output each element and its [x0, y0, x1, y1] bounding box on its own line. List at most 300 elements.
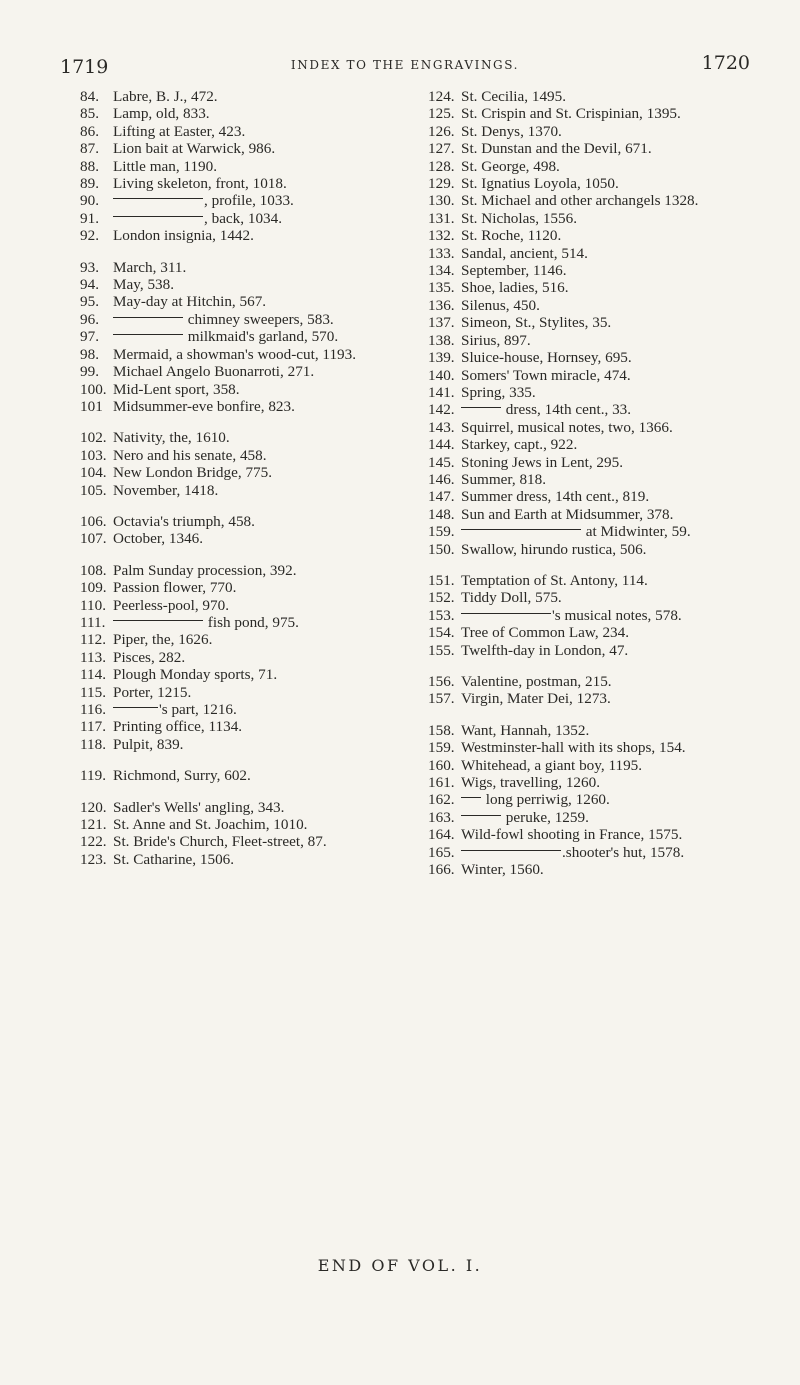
- entry-number: 158.: [428, 721, 455, 739]
- index-entry: [428, 844, 762, 861]
- entry-number: 93.: [80, 258, 99, 276]
- entry-label: Passion flower, 770.: [113, 579, 237, 597]
- entry-text: [113, 105, 420, 122]
- entry-label: Living skeleton, front, 1018.: [113, 175, 287, 193]
- entry-label: Want, Hannah, 1352.: [461, 721, 590, 739]
- entry-text: [461, 175, 762, 192]
- entry-number: 160.: [428, 756, 455, 774]
- entry-label: 's part, 1216.: [159, 701, 237, 718]
- index-entry: [80, 293, 420, 310]
- entry-text: [461, 314, 762, 331]
- entry-label: Sluice-house, Hornsey, 695.: [461, 349, 632, 367]
- entry-label: Octavia's triumph, 458.: [113, 512, 255, 530]
- index-entry: [428, 436, 762, 453]
- entry-text: [461, 757, 762, 774]
- entry-text: [461, 809, 762, 826]
- entry-group-gap: [80, 499, 420, 513]
- entry-label: St. Nicholas, 1556.: [461, 209, 578, 227]
- entry-label: Somers' Town miracle, 474.: [461, 366, 631, 384]
- entry-text: [113, 140, 420, 157]
- index-entry: [428, 506, 762, 523]
- entry-label: Starkey, capt., 922.: [461, 436, 578, 454]
- index-entry: [80, 175, 420, 192]
- entry-text: [113, 328, 420, 345]
- entry-text: [461, 401, 762, 418]
- entry-label: Sirius, 897.: [461, 331, 531, 349]
- entry-number: 155.: [428, 641, 455, 659]
- entry-label: St. Catharine, 1506.: [113, 850, 235, 868]
- entry-label: Shoe, ladies, 516.: [461, 279, 569, 297]
- index-entry: [428, 210, 762, 227]
- index-entry: [80, 259, 420, 276]
- entry-number: 159.: [428, 739, 455, 757]
- entry-number: 163.: [428, 808, 455, 826]
- entry-label: Peerless-pool, 970.: [113, 596, 229, 614]
- entry-label: peruke, 1259.: [502, 808, 589, 826]
- entry-label: Sandal, ancient, 514.: [461, 244, 588, 262]
- index-entry: [80, 88, 420, 105]
- entry-text: [461, 642, 762, 659]
- index-entry: [428, 690, 762, 707]
- entry-label: Pisces, 282.: [113, 648, 186, 666]
- entry-number: 154.: [428, 624, 455, 642]
- entry-number: 100.: [80, 380, 107, 398]
- entry-number: 103.: [80, 446, 107, 464]
- entry-text: [113, 718, 420, 735]
- ditto-rule: [113, 707, 158, 708]
- entry-number: 139.: [428, 349, 455, 367]
- index-entry: [80, 530, 420, 547]
- index-entry: [428, 541, 762, 558]
- index-entry: [80, 429, 420, 446]
- index-entry: [428, 673, 762, 690]
- entry-text: [461, 607, 762, 624]
- entry-number: 118.: [80, 735, 107, 753]
- entry-label: Piper, the, 1626.: [113, 631, 213, 649]
- ditto-rule: [461, 850, 561, 851]
- entry-group-gap: [428, 708, 762, 722]
- page-number-left: 1719: [60, 56, 109, 78]
- entry-label: Virgin, Mater Dei, 1273.: [461, 690, 611, 708]
- entry-number: 156.: [428, 673, 455, 690]
- index-entry: [80, 346, 420, 363]
- entry-text: [113, 614, 420, 631]
- index-entry: [80, 851, 420, 868]
- index-column-left: [80, 88, 420, 868]
- entry-text: [461, 541, 762, 558]
- index-entry: [80, 649, 420, 666]
- entry-number: 112.: [80, 631, 107, 649]
- ditto-rule: [461, 815, 501, 816]
- entry-text: [113, 701, 420, 718]
- index-entry: [428, 488, 762, 505]
- index-entry: [80, 140, 420, 157]
- entry-number: 114.: [80, 666, 107, 684]
- index-entry: [80, 666, 420, 683]
- entry-text: [461, 774, 762, 791]
- entry-label: 's musical notes, 578.: [552, 606, 682, 624]
- entry-number: 150.: [428, 540, 455, 558]
- entry-text: [113, 88, 420, 105]
- entry-number: 133.: [428, 244, 455, 262]
- index-entry: [428, 297, 762, 314]
- index-entry: [80, 767, 420, 784]
- entry-label: Summer, 818.: [461, 470, 547, 488]
- entry-number: 146.: [428, 470, 455, 488]
- entry-number: 102.: [80, 429, 107, 447]
- entry-number: 110.: [80, 596, 107, 614]
- entry-label: Simeon, St., Stylites, 35.: [461, 314, 612, 332]
- index-entry: [428, 158, 762, 175]
- entry-text: [461, 436, 762, 453]
- entry-label: St. Ignatius Loyola, 1050.: [461, 175, 619, 193]
- entry-number: 106.: [80, 512, 107, 530]
- end-of-volume: END OF VOL. I.: [317, 1256, 483, 1275]
- entry-group-gap: [428, 558, 762, 572]
- entry-label: St. George, 498.: [461, 157, 560, 175]
- entry-text: [113, 227, 420, 244]
- entry-text: [113, 736, 420, 753]
- entry-text: [461, 690, 762, 707]
- entry-label: Richmond, Surry, 602.: [113, 767, 251, 785]
- entry-text: [461, 523, 762, 540]
- entry-number: 88.: [80, 157, 99, 175]
- entry-number: 89.: [80, 175, 99, 193]
- ditto-rule: [461, 407, 501, 408]
- entry-text: [113, 666, 420, 683]
- entry-text: [461, 297, 762, 314]
- entry-label: Summer dress, 14th cent., 819.: [461, 488, 650, 506]
- entry-text: [461, 123, 762, 140]
- entry-label: Lion bait at Warwick, 986.: [113, 140, 276, 158]
- index-entry: [428, 105, 762, 122]
- entry-number: 162.: [428, 791, 455, 809]
- entry-number: 97.: [80, 328, 99, 346]
- entry-text: [461, 262, 762, 279]
- index-entry: [428, 123, 762, 140]
- index-entry: [80, 631, 420, 648]
- entry-label: Swallow, hirundo rustica, 506.: [461, 540, 647, 558]
- index-entry: [428, 367, 762, 384]
- entry-label: St. Roche, 1120.: [461, 227, 562, 245]
- entry-label: , profile, 1033.: [204, 192, 294, 210]
- entry-label: Nativity, the, 1610.: [113, 429, 230, 447]
- entry-number: 129.: [428, 175, 455, 193]
- entry-text: [461, 279, 762, 296]
- entry-number: 132.: [428, 227, 455, 245]
- entry-text: [113, 311, 420, 328]
- index-entry: [428, 471, 762, 488]
- index-entry: [80, 482, 420, 499]
- entry-number: 125.: [428, 105, 455, 123]
- entry-text: [113, 447, 420, 464]
- entry-number: 152.: [428, 589, 455, 607]
- entry-text: [113, 175, 420, 192]
- entry-text: [113, 293, 420, 310]
- entry-text: [113, 482, 420, 499]
- entry-group-gap: [80, 245, 420, 259]
- entry-number: 96.: [80, 310, 99, 328]
- ditto-rule: [113, 317, 183, 318]
- entry-group-gap: [80, 548, 420, 562]
- index-entry: [428, 861, 762, 878]
- index-entry: [428, 245, 762, 262]
- entry-label: Westminster-hall with its shops, 154.: [461, 739, 686, 757]
- entry-number: 145.: [428, 453, 455, 471]
- entry-label: Whitehead, a giant boy, 1195.: [461, 756, 643, 774]
- entry-number: 136.: [428, 296, 455, 314]
- entry-text: [461, 506, 762, 523]
- entry-label: Midsummer-eve bonfire, 823.: [113, 397, 295, 415]
- entry-label: Spring, 335.: [461, 383, 536, 401]
- entry-label: Nero and his senate, 458.: [113, 446, 267, 464]
- entry-text: [113, 851, 420, 868]
- index-entry: [428, 140, 762, 157]
- entry-label: long perriwig, 1260.: [482, 791, 610, 809]
- entry-label: Labre, B. J., 472.: [113, 88, 218, 105]
- entry-text: [113, 530, 420, 547]
- entry-number: 147.: [428, 488, 455, 506]
- index-entry: [80, 684, 420, 701]
- index-entry: [428, 227, 762, 244]
- entry-number: 144.: [428, 436, 455, 454]
- entry-number: 134.: [428, 262, 455, 280]
- entry-text: [461, 332, 762, 349]
- index-entry: [428, 88, 762, 105]
- entry-text: [113, 259, 420, 276]
- entry-group-gap: [428, 659, 762, 673]
- running-title: INDEX TO THE ENGRAVINGS.: [290, 58, 520, 72]
- index-entry: [428, 739, 762, 756]
- index-entry: [80, 579, 420, 596]
- entry-text: [113, 123, 420, 140]
- index-entry: [80, 123, 420, 140]
- entry-number: 141.: [428, 383, 455, 401]
- entry-number: 140.: [428, 366, 455, 384]
- index-entry: [428, 401, 762, 418]
- entry-number: 85.: [80, 105, 99, 123]
- index-entry: [80, 328, 420, 345]
- index-entry: [80, 464, 420, 481]
- entry-text: [113, 158, 420, 175]
- entry-label: , back, 1034.: [204, 209, 283, 227]
- entry-label: Temptation of St. Antony, 114.: [461, 571, 648, 589]
- entry-label: Twelfth-day in London, 47.: [461, 641, 629, 659]
- index-entry: [428, 642, 762, 659]
- entry-text: [113, 684, 420, 701]
- entry-text: [113, 579, 420, 596]
- entry-label: St. Michael and other archangels 1328.: [461, 192, 699, 210]
- index-entry: [428, 791, 762, 808]
- entry-text: [461, 88, 762, 105]
- entry-text: [113, 398, 420, 415]
- index-entry: [428, 523, 762, 540]
- entry-label: May-day at Hitchin, 567.: [113, 293, 267, 311]
- index-entry: [428, 722, 762, 739]
- entry-label: Winter, 1560.: [461, 861, 544, 879]
- index-entry: [80, 447, 420, 464]
- entry-label: milkmaid's garland, 570.: [184, 328, 339, 346]
- index-entry: [428, 419, 762, 436]
- index-entry: [428, 349, 762, 366]
- entry-label: March, 311.: [113, 258, 187, 276]
- index-entry: [80, 398, 420, 415]
- entry-group-gap: [80, 785, 420, 799]
- entry-text: [461, 589, 762, 606]
- entry-number: 90.: [80, 192, 99, 210]
- index-entry: [80, 718, 420, 735]
- entry-text: [461, 471, 762, 488]
- entry-text: [461, 454, 762, 471]
- entry-text: [461, 349, 762, 366]
- entry-label: Pulpit, 839.: [113, 735, 184, 753]
- index-entry: [428, 589, 762, 606]
- entry-number: 116.: [80, 701, 107, 718]
- entry-label: Michael Angelo Buonarroti, 271.: [113, 363, 315, 381]
- entry-number: 121.: [80, 816, 107, 834]
- entry-number: 84.: [80, 88, 99, 105]
- entry-number: 148.: [428, 505, 455, 523]
- entry-number: 165.: [428, 843, 455, 861]
- entry-label: Porter, 1215.: [113, 683, 192, 701]
- entry-number: 153.: [428, 606, 455, 624]
- entry-label: Wild-fowl shooting in France, 1575.: [461, 826, 683, 844]
- index-entry: [428, 384, 762, 401]
- index-entry: [80, 210, 420, 227]
- entry-label: London insignia, 1442.: [113, 227, 254, 245]
- entry-text: [113, 363, 420, 380]
- entry-label: St. Dunstan and the Devil, 671.: [461, 140, 652, 158]
- entry-number: 113.: [80, 648, 107, 666]
- index-entry: [80, 276, 420, 293]
- entry-label: Mid-Lent sport, 358.: [113, 380, 240, 398]
- index-entry: [428, 192, 762, 209]
- entry-label: Plough Monday sports, 71.: [113, 666, 278, 684]
- entry-number: 126.: [428, 122, 455, 140]
- entry-number: 161.: [428, 774, 455, 792]
- entry-number: 115.: [80, 683, 107, 701]
- ditto-rule: [461, 613, 551, 614]
- page-number-right: 1720: [701, 52, 750, 74]
- entry-text: [461, 861, 762, 878]
- entry-number: 86.: [80, 122, 99, 140]
- entry-number: 99.: [80, 363, 99, 381]
- entry-number: 142.: [428, 401, 455, 419]
- index-entry: [428, 826, 762, 843]
- entry-label: Palm Sunday procession, 392.: [113, 561, 297, 579]
- index-entry: [80, 614, 420, 631]
- entry-label: Silenus, 450.: [461, 296, 540, 314]
- entry-number: 143.: [428, 418, 455, 436]
- index-entry: [428, 262, 762, 279]
- entry-number: 104.: [80, 464, 107, 482]
- entry-label: fish pond, 975.: [204, 613, 299, 631]
- entry-label: September, 1146.: [461, 262, 567, 280]
- entry-number: 119.: [80, 767, 107, 785]
- entry-group-gap: [80, 753, 420, 767]
- entry-number: 151.: [428, 571, 455, 589]
- index-entry: [428, 314, 762, 331]
- entry-text: [461, 384, 762, 401]
- ditto-rule: [113, 216, 203, 217]
- ditto-rule: [461, 797, 481, 798]
- entry-group-gap: [80, 415, 420, 429]
- entry-text: [113, 799, 420, 816]
- entry-text: [461, 192, 762, 209]
- entry-number: 108.: [80, 561, 107, 579]
- index-entry: [428, 279, 762, 296]
- entry-label: .shooter's hut, 1578.: [562, 843, 685, 861]
- index-entry: [428, 175, 762, 192]
- entry-number: 92.: [80, 227, 99, 245]
- ditto-rule: [113, 334, 183, 335]
- entry-text: [461, 722, 762, 739]
- entry-text: [461, 673, 762, 690]
- entry-text: [113, 833, 420, 850]
- entry-label: St. Cecilia, 1495.: [461, 88, 567, 105]
- entry-text: [113, 562, 420, 579]
- index-entry: [428, 774, 762, 791]
- entry-label: chimney sweepers, 583.: [184, 310, 334, 328]
- index-entry: [80, 833, 420, 850]
- entry-number: 137.: [428, 314, 455, 332]
- entry-label: May, 538.: [113, 276, 175, 294]
- index-entry: [428, 624, 762, 641]
- entry-text: [461, 227, 762, 244]
- entry-number: 135.: [428, 279, 455, 297]
- index-entry: [80, 227, 420, 244]
- entry-number: 105.: [80, 481, 107, 499]
- entry-number: 128.: [428, 157, 455, 175]
- entry-label: October, 1346.: [113, 530, 204, 548]
- entry-text: [113, 210, 420, 227]
- index-entry: [428, 809, 762, 826]
- index-entry: [80, 158, 420, 175]
- ditto-rule: [113, 620, 203, 621]
- index-entry: [80, 192, 420, 209]
- entry-number: 91.: [80, 209, 99, 227]
- entry-number: 166.: [428, 861, 455, 879]
- entry-label: at Midwinter, 59.: [582, 523, 691, 541]
- entry-text: [461, 826, 762, 843]
- entry-text: [461, 419, 762, 436]
- entry-number: 131.: [428, 209, 455, 227]
- entry-text: [461, 367, 762, 384]
- index-entry: [80, 701, 420, 718]
- entry-text: [461, 105, 762, 122]
- entry-text: [113, 276, 420, 293]
- ditto-rule: [461, 529, 581, 530]
- entry-number: 124.: [428, 88, 455, 105]
- entry-label: Tiddy Doll, 575.: [461, 589, 562, 607]
- index-entry: [80, 513, 420, 530]
- index-entry: [80, 105, 420, 122]
- entry-text: [113, 767, 420, 784]
- entry-number: 87.: [80, 140, 99, 158]
- index-entry: [80, 816, 420, 833]
- entry-text: [461, 140, 762, 157]
- entry-number: 109.: [80, 579, 107, 597]
- index-entry: [428, 572, 762, 589]
- entry-text: [113, 381, 420, 398]
- entry-label: New London Bridge, 775.: [113, 464, 273, 482]
- entry-label: Little man, 1190.: [113, 157, 218, 175]
- entry-number: 123.: [80, 850, 107, 868]
- entry-text: [461, 739, 762, 756]
- entry-label: St. Crispin and St. Crispinian, 1395.: [461, 105, 681, 123]
- entry-number: 111.: [80, 613, 106, 631]
- page-header: [60, 52, 750, 80]
